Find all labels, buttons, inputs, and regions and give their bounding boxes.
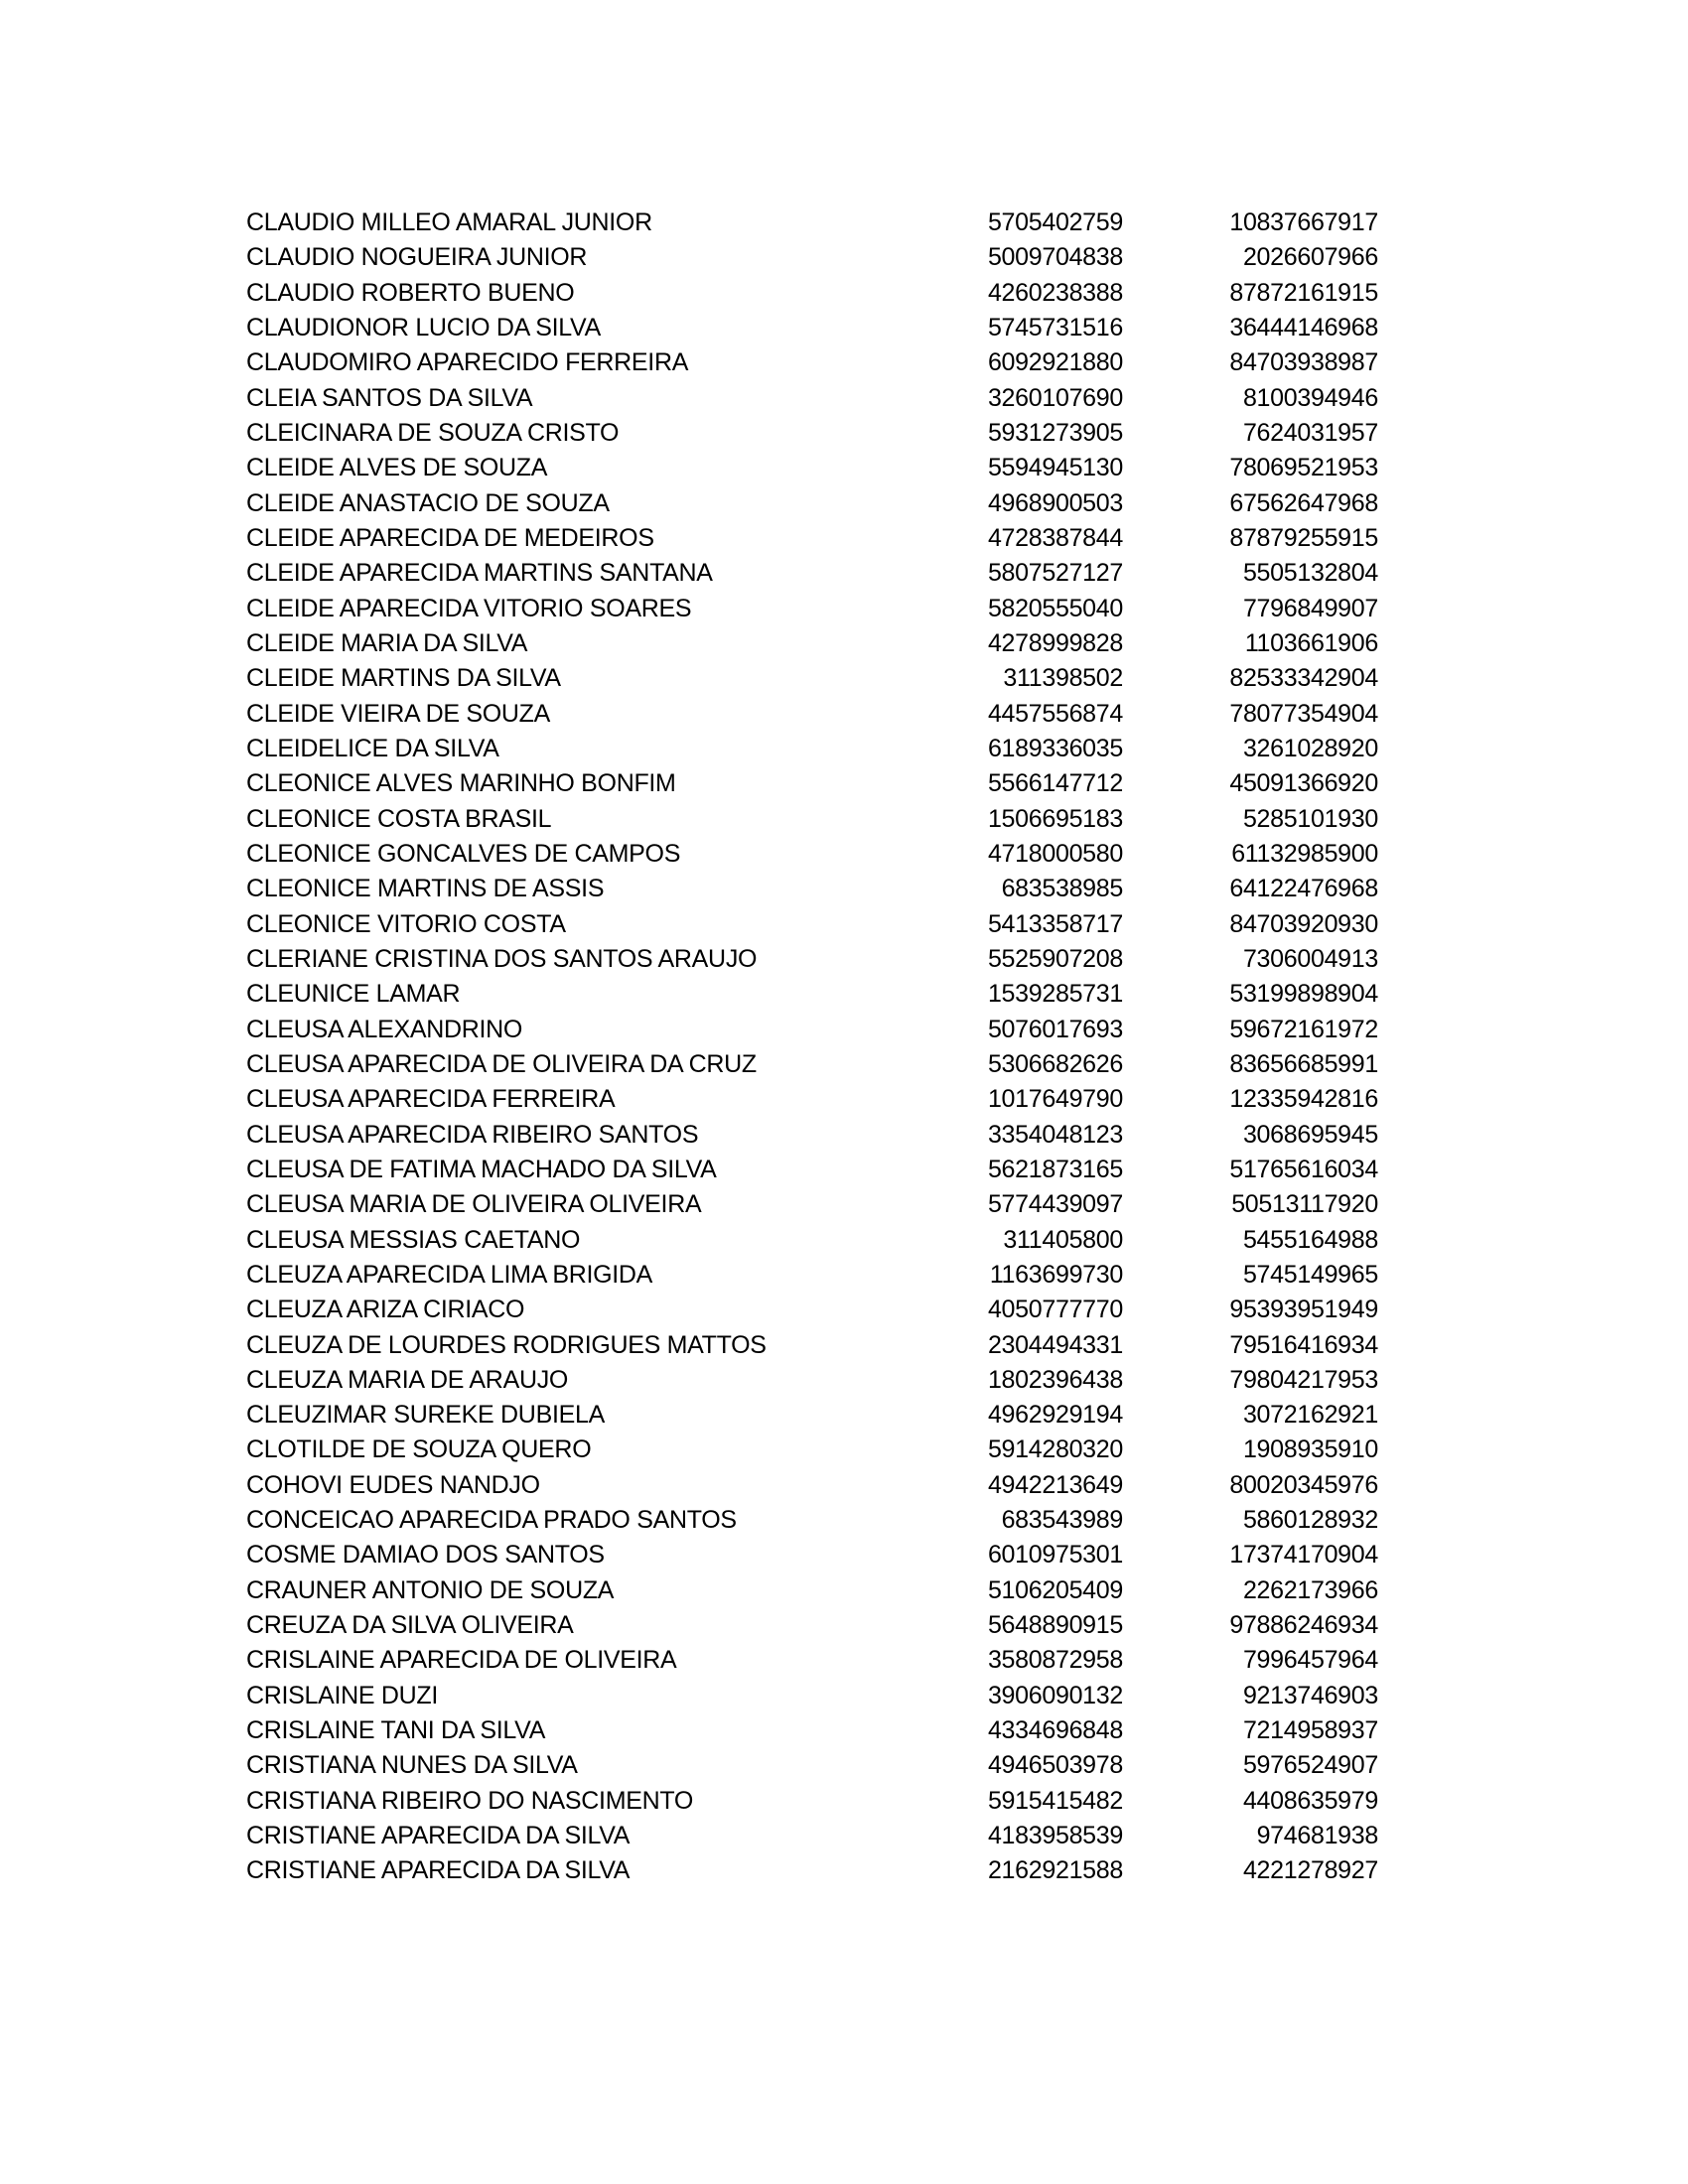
- table-row: [246, 977, 1378, 1012]
- number2-cell: 45091366920: [1229, 769, 1378, 798]
- number2-cell: 84703920930: [1229, 909, 1378, 938]
- table-row: [246, 732, 1378, 766]
- number1-cell: 5915415482: [987, 1786, 1123, 1815]
- number1-cell: 5076017693: [987, 1015, 1123, 1043]
- table-row: [246, 1819, 1378, 1853]
- number1-cell: 4457556874: [987, 699, 1123, 728]
- name-cell: CLOTILDE DE SOUZA QUERO: [246, 1435, 592, 1464]
- table-row: [246, 1538, 1378, 1572]
- number2-cell: 97886246934: [1229, 1611, 1378, 1640]
- name-cell: CRISLAINE APARECIDA DE OLIVEIRA: [246, 1646, 677, 1675]
- number2-cell: 9213746903: [1242, 1681, 1378, 1709]
- name-cell: CLEONICE GONCALVES DE CAMPOS: [246, 839, 681, 868]
- number1-cell: 1163699730: [989, 1260, 1123, 1289]
- table-row: [246, 1748, 1378, 1783]
- number2-cell: 59672161972: [1229, 1015, 1378, 1043]
- name-cell: CLEUSA APARECIDA RIBEIRO SANTOS: [246, 1120, 699, 1149]
- table-row: [246, 1643, 1378, 1678]
- number2-cell: 79804217953: [1229, 1365, 1378, 1394]
- number1-cell: 2162921588: [987, 1856, 1123, 1885]
- number1-cell: 5009704838: [987, 243, 1123, 272]
- name-cell: CLEUZIMAR SUREKE DUBIELA: [246, 1401, 605, 1430]
- number1-cell: 5566147712: [987, 769, 1123, 798]
- number2-cell: 974681938: [1256, 1822, 1378, 1850]
- table-row: [246, 1118, 1378, 1153]
- name-cell: CLERIANE CRISTINA DOS SANTOS ARAUJO: [246, 944, 758, 973]
- table-row: [246, 521, 1378, 556]
- number1-cell: 4278999828: [987, 628, 1123, 657]
- number1-cell: 5774439097: [987, 1190, 1123, 1219]
- number2-cell: 64122476968: [1229, 875, 1378, 903]
- number2-cell: 79516416934: [1229, 1330, 1378, 1359]
- name-cell: CLEUSA MESSIAS CAETANO: [246, 1225, 581, 1254]
- number1-cell: 5931273905: [987, 418, 1123, 447]
- number2-cell: 82533342904: [1229, 664, 1378, 693]
- table-row: [246, 345, 1378, 380]
- name-cell: CRISTIANA RIBEIRO DO NASCIMENTO: [246, 1786, 694, 1815]
- name-cell: CLEONICE COSTA BRASIL: [246, 804, 552, 833]
- number2-cell: 5976524907: [1242, 1751, 1378, 1780]
- number2-cell: 51765616034: [1229, 1155, 1378, 1183]
- number2-cell: 5505132804: [1242, 559, 1378, 588]
- name-cell: CLEUZA DE LOURDES RODRIGUES MATTOS: [246, 1330, 767, 1359]
- number2-cell: 3261028920: [1242, 734, 1378, 762]
- name-cell: CLEUSA DE FATIMA MACHADO DA SILVA: [246, 1155, 717, 1183]
- table-row: [246, 1153, 1378, 1187]
- number1-cell: 6092921880: [987, 348, 1123, 377]
- number2-cell: 7306004913: [1242, 944, 1378, 973]
- number2-cell: 5285101930: [1242, 804, 1378, 833]
- number1-cell: 5413358717: [987, 909, 1123, 938]
- name-cell: CLEIDE APARECIDA MARTINS SANTANA: [246, 559, 713, 588]
- table-row: [246, 907, 1378, 942]
- number2-cell: 5455164988: [1242, 1225, 1378, 1254]
- name-cell: CLEIDE VIEIRA DE SOUZA: [246, 699, 550, 728]
- name-cell: CLEONICE ALVES MARINHO BONFIM: [246, 769, 676, 798]
- number1-cell: 5807527127: [987, 559, 1123, 588]
- name-cell: CRAUNER ANTONIO DE SOUZA: [246, 1575, 615, 1604]
- table-row: [246, 1187, 1378, 1222]
- number2-cell: 84703938987: [1229, 348, 1378, 377]
- number1-cell: 683538985: [1001, 875, 1123, 903]
- number2-cell: 17374170904: [1229, 1541, 1378, 1570]
- name-cell: CLEIDE ANASTACIO DE SOUZA: [246, 488, 610, 517]
- table-row: [246, 1468, 1378, 1503]
- name-cell: CLEUSA MARIA DE OLIVEIRA OLIVEIRA: [246, 1190, 702, 1219]
- table-row: [246, 872, 1378, 906]
- number2-cell: 7624031957: [1242, 418, 1378, 447]
- number1-cell: 5594945130: [987, 454, 1123, 482]
- name-cell: CLEIDELICE DA SILVA: [246, 734, 499, 762]
- name-cell: CLAUDIONOR LUCIO DA SILVA: [246, 313, 601, 341]
- name-cell: CLEUZA APARECIDA LIMA BRIGIDA: [246, 1260, 653, 1289]
- table-row: [246, 837, 1378, 872]
- number2-cell: 83656685991: [1229, 1049, 1378, 1078]
- number1-cell: 5306682626: [987, 1049, 1123, 1078]
- number2-cell: 7214958937: [1242, 1716, 1378, 1745]
- number2-cell: 3068695945: [1242, 1120, 1378, 1149]
- table-row: [246, 626, 1378, 661]
- name-cell: CLEUSA APARECIDA DE OLIVEIRA DA CRUZ: [246, 1049, 757, 1078]
- table-row: [246, 1258, 1378, 1293]
- table-row: [246, 240, 1378, 275]
- name-cell: CREUZA DA SILVA OLIVEIRA: [246, 1611, 574, 1640]
- table-row: [246, 416, 1378, 451]
- number2-cell: 3072162921: [1242, 1401, 1378, 1430]
- name-cell: CLEUSA APARECIDA FERREIRA: [246, 1085, 616, 1114]
- number1-cell: 4183958539: [987, 1822, 1123, 1850]
- number2-cell: 1908935910: [1242, 1435, 1378, 1464]
- number1-cell: 2304494331: [987, 1330, 1123, 1359]
- number2-cell: 10837667917: [1229, 208, 1378, 236]
- table-row: [246, 802, 1378, 837]
- number1-cell: 4050777770: [987, 1296, 1123, 1324]
- number1-cell: 5525907208: [987, 944, 1123, 973]
- table-row: [246, 1398, 1378, 1433]
- number1-cell: 1506695183: [987, 804, 1123, 833]
- number2-cell: 7996457964: [1242, 1646, 1378, 1675]
- name-cell: CLEIDE ALVES DE SOUZA: [246, 454, 548, 482]
- table-row: [246, 486, 1378, 521]
- number2-cell: 87879255915: [1229, 523, 1378, 552]
- table-row: [246, 1293, 1378, 1327]
- number1-cell: 4260238388: [987, 278, 1123, 307]
- name-cell: CLEIDE MARTINS DA SILVA: [246, 664, 561, 693]
- table-row: [246, 205, 1378, 240]
- number1-cell: 5106205409: [987, 1575, 1123, 1604]
- name-cell: CLEIDE APARECIDA DE MEDEIROS: [246, 523, 654, 552]
- number1-cell: 5745731516: [987, 313, 1123, 341]
- name-cell: CLAUDIO MILLEO AMARAL JUNIOR: [246, 208, 652, 236]
- table-row: [246, 1328, 1378, 1363]
- number1-cell: 4334696848: [987, 1716, 1123, 1745]
- table-row: [246, 381, 1378, 416]
- number2-cell: 5860128932: [1242, 1506, 1378, 1535]
- table-row: [246, 697, 1378, 732]
- table-row: [246, 1363, 1378, 1398]
- name-cell: CLEUNICE LAMAR: [246, 980, 461, 1009]
- name-cell: CRISTIANA NUNES DA SILVA: [246, 1751, 578, 1780]
- number1-cell: 5705402759: [987, 208, 1123, 236]
- name-cell: CLEIDE MARIA DA SILVA: [246, 628, 528, 657]
- table-row: [246, 1713, 1378, 1748]
- number2-cell: 87872161915: [1229, 278, 1378, 307]
- number1-cell: 3260107690: [987, 383, 1123, 412]
- table-row: [246, 1608, 1378, 1643]
- number2-cell: 2026607966: [1242, 243, 1378, 272]
- number1-cell: 5648890915: [987, 1611, 1123, 1640]
- table-row: [246, 942, 1378, 977]
- number1-cell: 5621873165: [987, 1155, 1123, 1183]
- number2-cell: 50513117920: [1231, 1190, 1378, 1219]
- number1-cell: 311405800: [1003, 1225, 1123, 1254]
- table-row: [246, 766, 1378, 801]
- number2-cell: 2262173966: [1242, 1575, 1378, 1604]
- table-row: [246, 1853, 1378, 1888]
- number1-cell: 4942213649: [987, 1470, 1123, 1499]
- number2-cell: 95393951949: [1229, 1296, 1378, 1324]
- number2-cell: 4221278927: [1242, 1856, 1378, 1885]
- name-cell: CLEIDE APARECIDA VITORIO SOARES: [246, 594, 692, 622]
- table-row: [246, 661, 1378, 696]
- number2-cell: 61132985900: [1231, 839, 1378, 868]
- number2-cell: 36444146968: [1229, 313, 1378, 341]
- name-cell: CLEIA SANTOS DA SILVA: [246, 383, 533, 412]
- table-row: [246, 1013, 1378, 1047]
- number1-cell: 5820555040: [987, 594, 1123, 622]
- number1-cell: 1017649790: [987, 1085, 1123, 1114]
- name-cell: CONCEICAO APARECIDA PRADO SANTOS: [246, 1506, 737, 1535]
- table-row: [246, 1082, 1378, 1117]
- name-cell: CLAUDIO ROBERTO BUENO: [246, 278, 575, 307]
- number1-cell: 1802396438: [987, 1365, 1123, 1394]
- number2-cell: 1103661906: [1244, 628, 1378, 657]
- number1-cell: 3354048123: [987, 1120, 1123, 1149]
- name-cell: CLEUZA ARIZA CIRIACO: [246, 1296, 525, 1324]
- table-row: [246, 1433, 1378, 1467]
- name-cell: CRISLAINE TANI DA SILVA: [246, 1716, 546, 1745]
- number2-cell: 4408635979: [1242, 1786, 1378, 1815]
- table-row: [246, 1679, 1378, 1713]
- number1-cell: 1539285731: [987, 980, 1123, 1009]
- number2-cell: 80020345976: [1229, 1470, 1378, 1499]
- name-cell: CLAUDOMIRO APARECIDO FERREIRA: [246, 348, 689, 377]
- name-cell: CLAUDIO NOGUEIRA JUNIOR: [246, 243, 588, 272]
- table-row: [246, 1573, 1378, 1608]
- name-number-list: [246, 205, 1378, 1889]
- number2-cell: 12335942816: [1229, 1085, 1378, 1114]
- table-row: [246, 451, 1378, 485]
- name-cell: CLEONICE MARTINS DE ASSIS: [246, 875, 605, 903]
- table-row: [246, 1047, 1378, 1082]
- table-row: [246, 1223, 1378, 1258]
- number1-cell: 3906090132: [987, 1681, 1123, 1709]
- number1-cell: 683543989: [1001, 1506, 1123, 1535]
- table-row: [246, 311, 1378, 345]
- number1-cell: 3580872958: [987, 1646, 1123, 1675]
- number1-cell: 6189336035: [987, 734, 1123, 762]
- table-row: [246, 592, 1378, 626]
- name-cell: COHOVI EUDES NANDJO: [246, 1470, 540, 1499]
- name-cell: CLEUZA MARIA DE ARAUJO: [246, 1365, 569, 1394]
- name-cell: CRISTIANE APARECIDA DA SILVA: [246, 1856, 631, 1885]
- number2-cell: 67562647968: [1229, 488, 1378, 517]
- table-row: [246, 1503, 1378, 1538]
- table-row: [246, 276, 1378, 311]
- name-cell: CLEONICE VITORIO COSTA: [246, 909, 566, 938]
- number2-cell: 8100394946: [1242, 383, 1378, 412]
- number2-cell: 7796849907: [1242, 594, 1378, 622]
- number2-cell: 78069521953: [1229, 454, 1378, 482]
- name-cell: CLEUSA ALEXANDRINO: [246, 1015, 523, 1043]
- number1-cell: 5914280320: [987, 1435, 1123, 1464]
- table-row: [246, 556, 1378, 591]
- number1-cell: 4968900503: [987, 488, 1123, 517]
- number1-cell: 4728387844: [987, 523, 1123, 552]
- name-cell: COSME DAMIAO DOS SANTOS: [246, 1541, 605, 1570]
- number2-cell: 53199898904: [1229, 980, 1378, 1009]
- name-cell: CRISTIANE APARECIDA DA SILVA: [246, 1822, 631, 1850]
- name-cell: CLEICINARA DE SOUZA CRISTO: [246, 418, 620, 447]
- name-cell: CRISLAINE DUZI: [246, 1681, 439, 1709]
- number2-cell: 5745149965: [1242, 1260, 1378, 1289]
- table-row: [246, 1784, 1378, 1819]
- number1-cell: 311398502: [1003, 664, 1123, 693]
- number2-cell: 78077354904: [1229, 699, 1378, 728]
- number1-cell: 6010975301: [987, 1541, 1123, 1570]
- number1-cell: 4718000580: [987, 839, 1123, 868]
- number1-cell: 4946503978: [987, 1751, 1123, 1780]
- number1-cell: 4962929194: [987, 1401, 1123, 1430]
